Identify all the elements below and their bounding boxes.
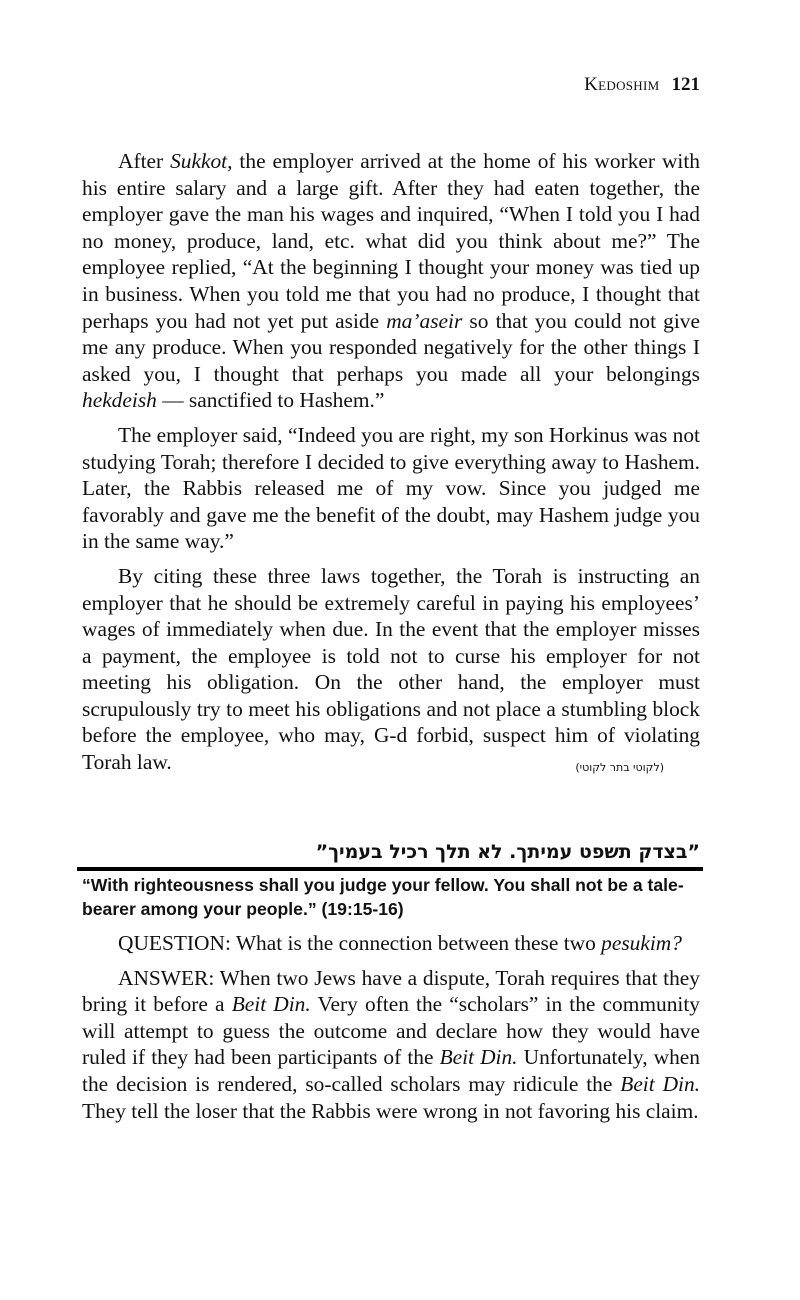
text-run: Unfortunately, when the decision is rendered, so-called scholars may ridicule the — [82, 1045, 700, 1096]
italic-term: Beit Din. — [620, 1071, 700, 1096]
hebrew-verse-heading: ”בצדק תשפט עמיתך. לא תלך רכיל בעמיך” — [315, 841, 700, 863]
text-run: ANSWER: When two Jews have a dispute, Torah requires that they bring it before a — [82, 965, 700, 1017]
paragraph — [82, 965, 700, 1125]
text-run: They tell the loser that the Rabbis were wrong in not favoring his claim. — [82, 1098, 699, 1123]
heading-divider — [77, 867, 703, 871]
text-run: so that you could not give me any produce. When you responded negatively for the other things I asked you, I thought that perhaps you made all your belongings — [82, 308, 701, 386]
text-run: Very often the “scholars” in the community will attempt to guess the outcome and declare how they would have ruled if they had been participants of the — [82, 992, 700, 1070]
paragraph — [82, 563, 700, 776]
section2-body — [82, 930, 700, 1132]
paragraph — [82, 930, 700, 957]
italic-term: ma’aseir — [386, 308, 463, 333]
english-verse-heading: “With righteousness shall you judge your fellow. You shall not be a tale-bearer among your people.” (19:15-16) — [82, 875, 684, 919]
italic-term: Beit Din. — [439, 1045, 518, 1070]
italic-term: Sukkot, — [170, 149, 233, 173]
page-number: 121 — [671, 74, 700, 95]
text-run: — sanctified to Hashem.” — [156, 388, 385, 413]
paragraph — [82, 422, 700, 555]
text-run: The employer said, “Indeed you are right, my son Horkinus was not studying Torah; therefore I decided to give everything away to Hashem. Later, the Rabbis released me of my vow. Since you judged me favorably and gave me the benefit of the doubt, may Hashem judge you in the same way.” — [82, 422, 700, 554]
text-run: After — [118, 149, 171, 173]
italic-term: hekdeish — [82, 388, 157, 413]
running-head-title: Kedoshim — [584, 74, 660, 95]
text-run: the employer arrived at the home of his worker with his entire salary and a large gift. After they had eaten together, the employer gave the man his wages and inquired, “When I told you I had no money, produce, land, etc. what did you think about me?” The employee replied, “At the beginning I thought your money was tied up in business. When you told me that you had no produce, I thought that perhaps you had not yet put aside — [82, 149, 700, 333]
paragraph — [82, 148, 700, 414]
section1-body — [82, 148, 700, 784]
italic-term: Beit Din. — [231, 992, 311, 1017]
text-run: By citing these three laws together, the Torah is instructing an employer that he should be extremely careful in paying his employees’ wages of immediately when due. In the event that the employer misses a payment, the employee is told not to curse his employer for not meeting his obligation. On the other hand, the employer must scrupulously try to meet his obligations and not place a stumbling block before the employee, who may, G-d forbid, suspect him of violating Torah law. — [82, 563, 700, 775]
running-head — [584, 74, 700, 96]
italic-term: pesukim? — [601, 931, 682, 955]
source-citation: (לקוטי בתר לקוטי) — [575, 761, 664, 775]
text-run: QUESTION: What is the connection between these two — [118, 931, 602, 955]
